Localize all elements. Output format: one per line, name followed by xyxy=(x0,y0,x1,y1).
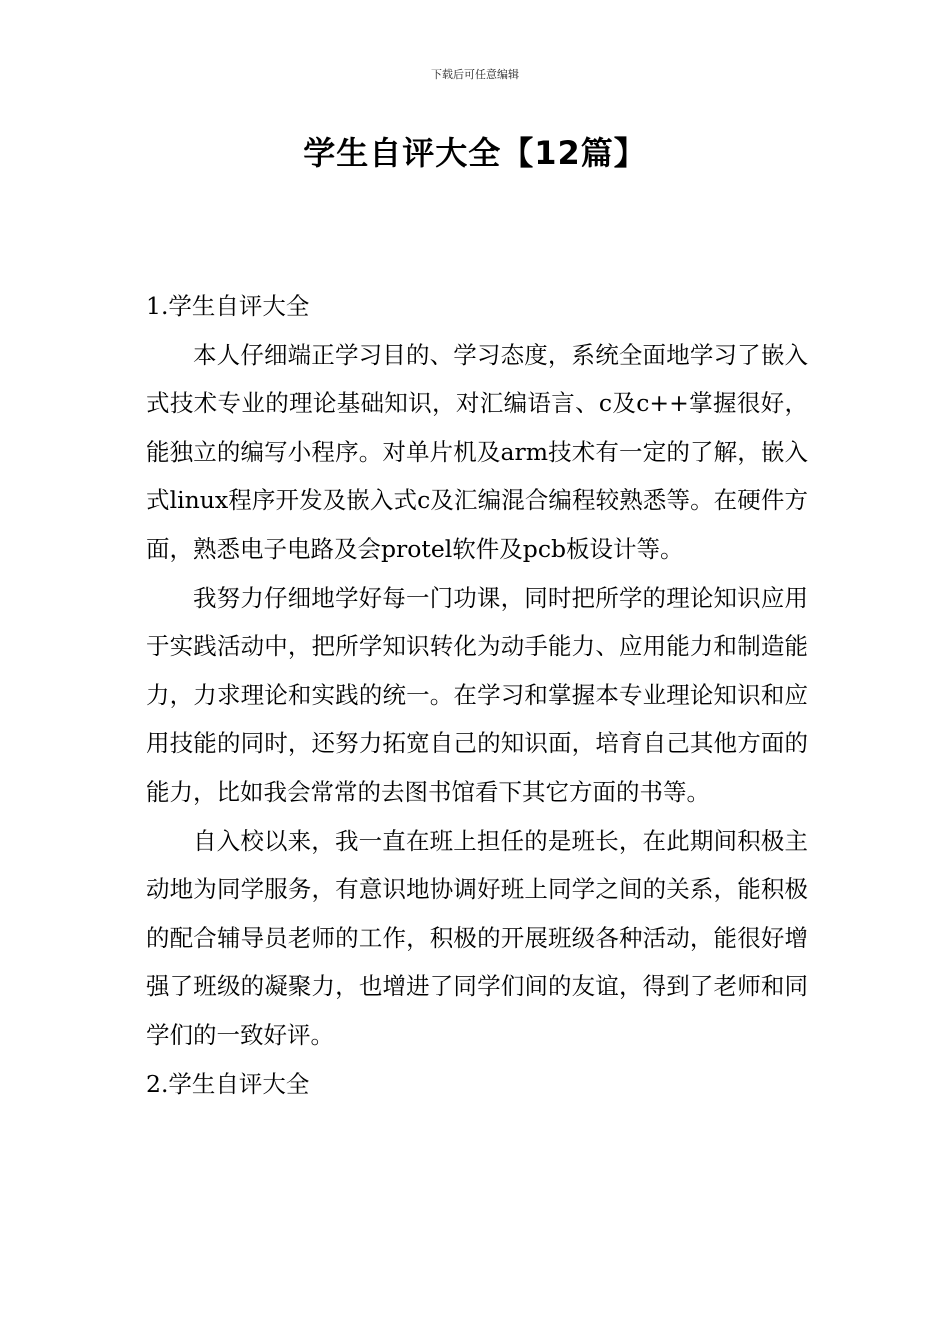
document-body xyxy=(146,282,808,1108)
paragraph-1-2: 我努力仔细地学好每一门功课，同时把所学的理论知识应用于实践活动中，把所学知识转化为动手能力、应用能力和制造能力，力求理论和实践的统一。在学习和掌握本专业理论知识和应用技能的同时，还努力拓宽自己的知识面，培育自己其他方面的能力，比如我会常常的去图书馆看下其它方面的书等。 xyxy=(146,583,808,806)
paragraph-1-3: 自入校以来，我一直在班上担任的是班长，在此期间积极主动地为同学服务，有意识地协调好班上同学之间的关系，能积极的配合辅导员老师的工作，积极的开展班级各种活动，能很好增强了班级的凝聚力，也增进了同学们间的友谊，得到了老师和同学们的一致好评。 xyxy=(146,826,808,1049)
section-heading-2: 2.学生自评大全 xyxy=(146,1069,310,1098)
header-note: 下载后可任意编辑 xyxy=(431,68,519,81)
paragraph-1-1: 本人仔细端正学习目的、学习态度，系统全面地学习了嵌入式技术专业的理论基础知识，对汇编语言、c及c++掌握很好，能独立的编写小程序。对单片机及arm技术有一定的了解，嵌入式linux程序开发及嵌入式c及汇编混合编程较熟悉等。在硬件方面，熟悉电子电路及会protel软件及pcb板设计等。 xyxy=(146,340,808,563)
section-heading-1: 1.学生自评大全 xyxy=(146,292,310,320)
document-title: 学生自评大全【12篇】 xyxy=(303,134,647,172)
